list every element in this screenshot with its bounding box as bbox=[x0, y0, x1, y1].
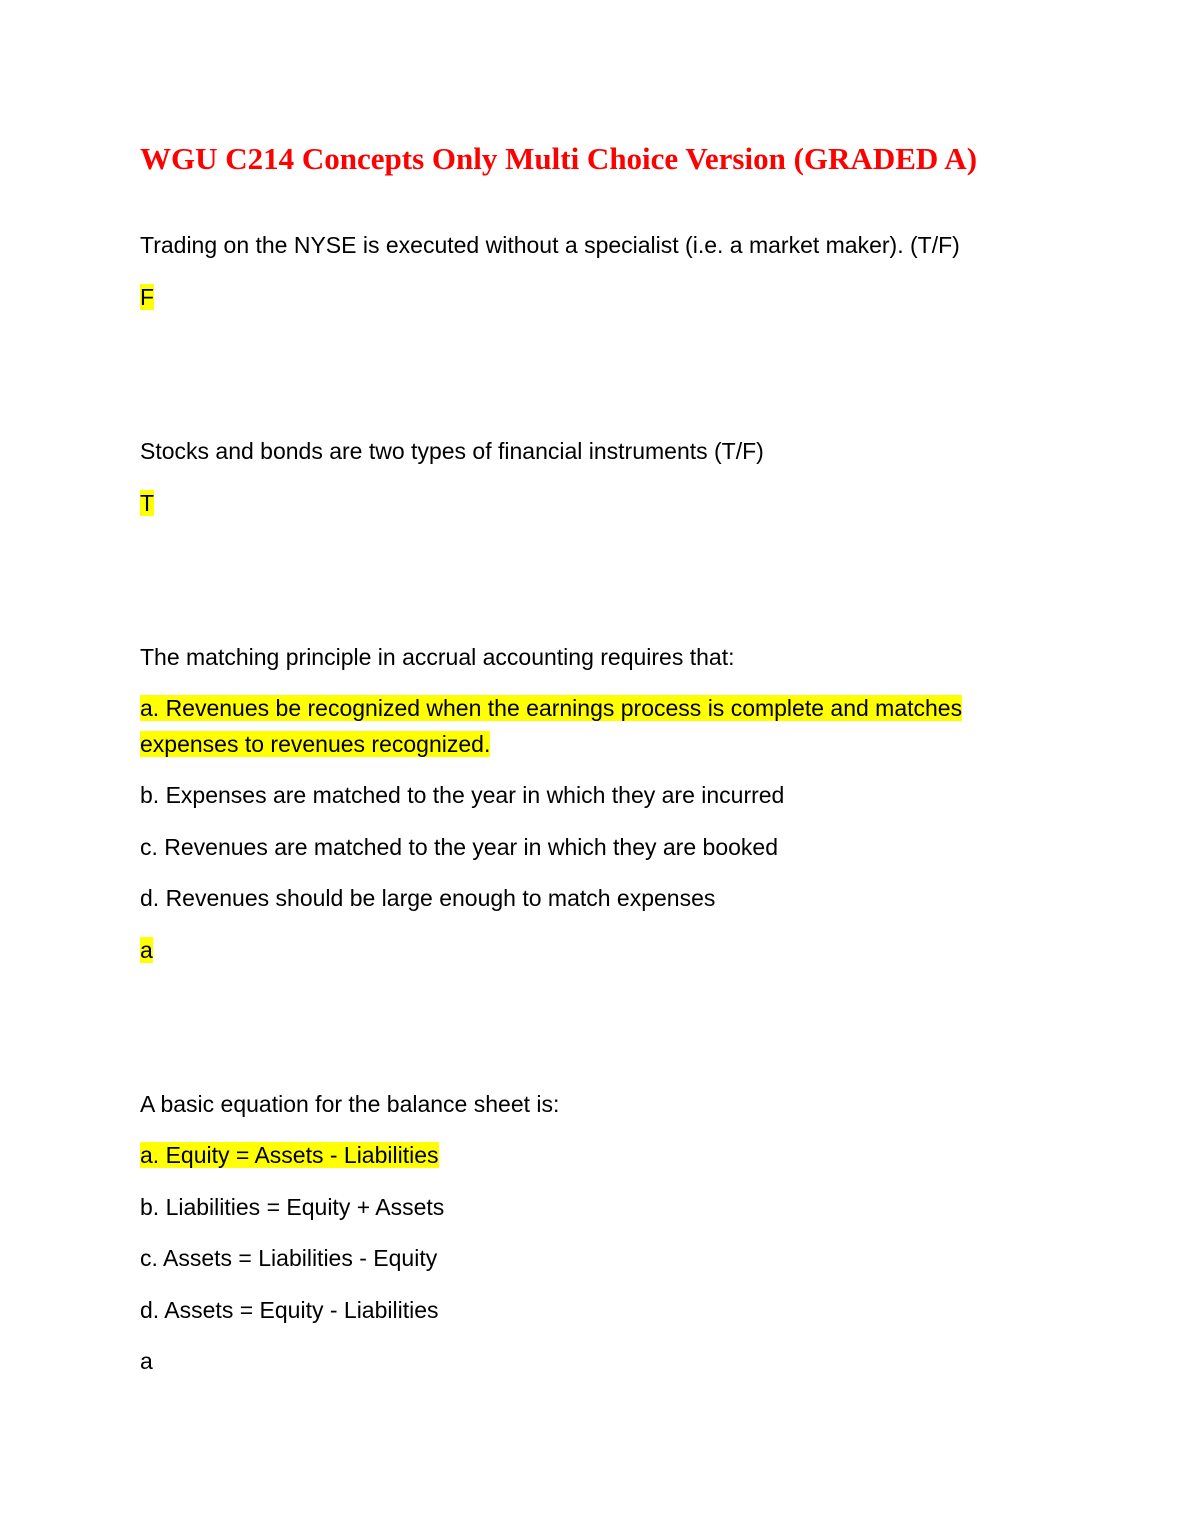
question-3-option-c: c. Revenues are matched to the year in which they are booked bbox=[140, 834, 778, 860]
question-1-answer-text: F bbox=[140, 284, 155, 310]
question-1-answer bbox=[140, 279, 154, 315]
question-2-prompt: Stocks and bonds are two types of financial instruments (T/F) bbox=[140, 438, 764, 464]
question-1-prompt: Trading on the NYSE is executed without a specialist (i.e. a market maker). (T/F) bbox=[140, 232, 960, 258]
question-3-answer bbox=[140, 932, 153, 968]
question-2-answer-text: T bbox=[140, 490, 155, 516]
question-4-option-a bbox=[140, 1137, 439, 1173]
question-2-answer bbox=[140, 485, 154, 521]
question-3-option-b: b. Expenses are matched to the year in which they are incurred bbox=[140, 782, 785, 808]
question-4-option-d: d. Assets = Equity - Liabilities bbox=[140, 1297, 439, 1323]
question-3-answer-text: a bbox=[140, 937, 153, 963]
question-3-option-d: d. Revenues should be large enough to match expenses bbox=[140, 885, 716, 911]
question-4-option-b: b. Liabilities = Equity + Assets bbox=[140, 1194, 445, 1220]
question-4-option-c: c. Assets = Liabilities - Equity bbox=[140, 1245, 438, 1271]
question-3-option-a bbox=[140, 690, 1030, 762]
question-4-option-a-text: a. Equity = Assets - Liabilities bbox=[140, 1142, 439, 1168]
question-4-answer: a bbox=[140, 1348, 153, 1374]
document-title: WGU C214 Concepts Only Multi Choice Version (GRADED A) bbox=[140, 141, 978, 176]
question-3-option-a-text: a. Revenues be recognized when the earnings process is complete and matches expenses to revenues recognized. bbox=[140, 695, 963, 757]
question-3-prompt: The matching principle in accrual accounting requires that: bbox=[140, 644, 735, 670]
question-4-prompt: A basic equation for the balance sheet is: bbox=[140, 1091, 560, 1117]
